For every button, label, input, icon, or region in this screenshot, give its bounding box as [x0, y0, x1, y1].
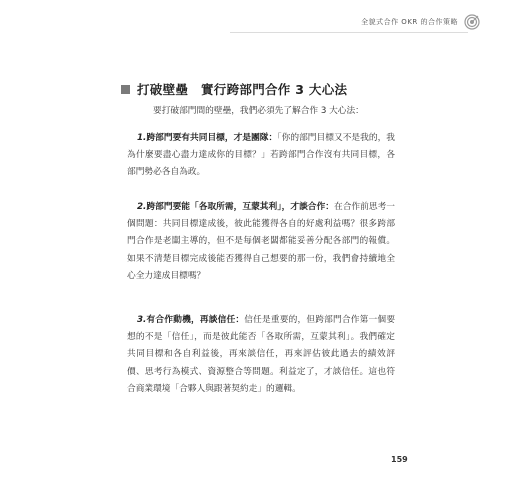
page-number: 159 [391, 455, 408, 464]
point-1-number: 1. [137, 133, 147, 143]
point-1-lead [137, 133, 277, 143]
section-title-text: 打破壁壘 實行跨部門合作 3 大心法 [137, 82, 348, 97]
running-header [361, 14, 480, 30]
point-3-lead-text: 有合作動機，再談信任： [146, 315, 245, 325]
running-title: 全貌式合作 OKR 的合作策略 [361, 18, 458, 26]
heading-bullet-square [121, 85, 130, 94]
header-rule [230, 32, 468, 33]
section-heading [121, 80, 347, 98]
point-1-paragraph [127, 130, 395, 182]
point-2-paragraph [127, 199, 395, 285]
point-3-body: 信任是重要的，但跨部門合作第一個要想的不是「信任」，而是彼此能否「各取所需，互蒙其利」。我們確定共同目標和各自利益後，再來談信任，再來評估彼此過去的績效評價、思考行為模式、資源整合等問題。利益定了，才談信任。這也符合商業環境「合夥人與跟著契約走」的邏輯。 [127, 315, 396, 394]
point-3-number: 3. [137, 315, 147, 325]
point-2-number: 2. [137, 202, 147, 212]
point-3-paragraph [127, 312, 395, 398]
intro-paragraph: 要打破部門間的壁壘，我們必須先了解合作 3 大心法： [153, 106, 364, 116]
point-1-body: 「你的部門目標又不是我的，我為什麼要盡心盡力達成你的目標？」若跨部門合作沒有共同目標，各部門勢必各自為政。 [127, 133, 395, 178]
point-3-lead [137, 315, 244, 325]
point-2-lead-text: 跨部門要能「各取所需，互蒙其利」，才談合作： [146, 202, 334, 212]
point-2-body: 在合作前思考一個問題：共同目標達成後，彼此能獲得各自的好處利益嗎？很多跨部門合作是老闆主導的，但不是每個老闆都能妥善分配各部門的報償。如果不清楚目標完成後能否獲得自己想要的那一份，我們會持續地全心全力達成目標嗎？ [127, 202, 395, 281]
point-1-lead-text: 跨部門要有共同目標，才是團隊： [146, 133, 278, 143]
target-icon [464, 14, 480, 30]
point-2-lead [137, 202, 334, 212]
